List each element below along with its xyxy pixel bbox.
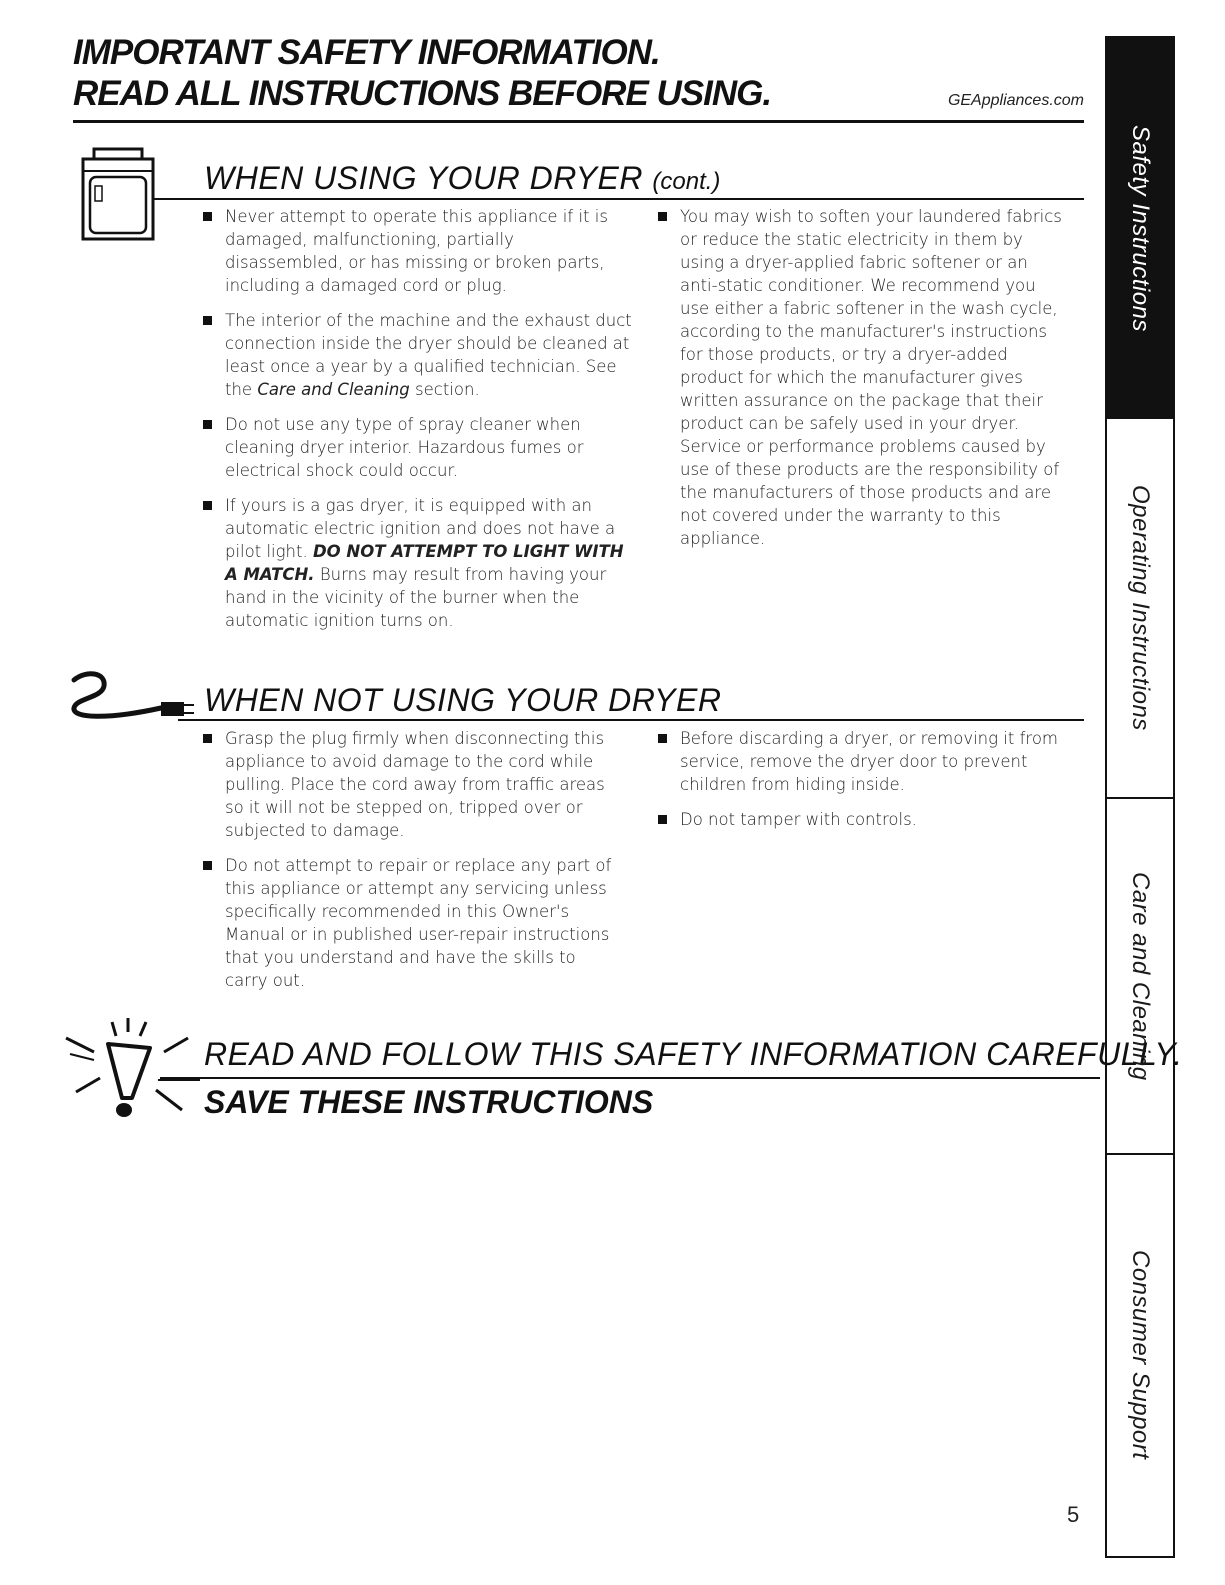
- bullet-square-icon: [203, 734, 212, 743]
- save-instructions-message: SAVE THESE INSTRUCTIONS: [204, 1084, 654, 1120]
- bullet-list-using-left: [203, 205, 633, 644]
- page-title-line-1: IMPORTANT SAFETY INFORMATION.: [73, 33, 660, 72]
- section-heading-cont: (cont.): [652, 168, 721, 195]
- bullet-square-icon: [658, 815, 667, 824]
- list-item: [203, 727, 623, 842]
- read-follow-message: READ AND FOLLOW THIS SAFETY INFORMATION CAREFULLY.: [204, 1036, 1183, 1072]
- bullet-square-icon: [203, 501, 212, 510]
- tab-label: Safety Instructions: [1127, 125, 1154, 332]
- section-heading-using-text: WHEN USING YOUR DRYER: [204, 160, 643, 196]
- bullet-list-using-right: [658, 205, 1068, 562]
- warning-light-bulb-icon: [60, 1014, 200, 1124]
- page-title: [73, 32, 771, 114]
- list-item: [203, 205, 633, 297]
- match-warning: DO NOT ATTEMPT TO LIGHT WITH A MATCH.: [225, 542, 624, 584]
- list-item: [203, 854, 623, 992]
- list-item-text: Never attempt to operate this appliance if it is damaged, malfunctioning, partially disassembled, or has missing or broken parts, including a damaged cord or plug.: [225, 207, 608, 295]
- list-item-text: Do not use any type of spray cleaner when cleaning dryer interior. Hazardous fumes or electrical shock could occur.: [225, 415, 584, 480]
- list-item: [658, 808, 1078, 831]
- list-item: [658, 205, 1068, 550]
- section-rule-using: [154, 198, 1084, 200]
- section-heading-not-using: WHEN NOT USING YOUR DRYER: [204, 682, 722, 718]
- website-label: GEAppliances.com: [947, 92, 1084, 109]
- list-item-text-end: section.: [409, 380, 480, 399]
- list-item-text: If yours is a gas dryer, it is equipped with an automatic electric ignition and does not have a pilot light.: [225, 496, 616, 561]
- list-item-text: Grasp the plug firmly when disconnecting this appliance to avoid damage to the cord while pulling. Place the cord away from traffic areas so it will not be stepped on, tripped over or subjected to damage.: [225, 729, 605, 840]
- list-item-text-end: Burns may result from having your hand in the vicinity of the burner when the automatic ignition turns on.: [225, 565, 607, 630]
- bullet-square-icon: [203, 212, 212, 221]
- header-rule: [73, 120, 1084, 123]
- tab-label: Care and Cleaning: [1127, 871, 1154, 1081]
- tab-label: Consumer Support: [1127, 1250, 1154, 1460]
- section-rule-not-using: [178, 719, 1084, 721]
- bullet-square-icon: [658, 212, 667, 221]
- bullet-list-not-using-left: [203, 727, 623, 1004]
- tab-care-and-cleaning[interactable]: [1107, 799, 1173, 1153]
- page-number: 5: [1067, 1502, 1080, 1527]
- list-item-text: Do not attempt to repair or replace any part of this appliance or attempt any servicing unless specifically recommended in this Owner's Manual or in published user-repair instructions that you understand and have the skills to carry out.: [225, 856, 612, 990]
- bullet-square-icon: [203, 420, 212, 429]
- list-item-text: Before discarding a dryer, or removing it from service, remove the dryer door to prevent children from hiding inside.: [680, 729, 1058, 794]
- bullet-square-icon: [203, 861, 212, 870]
- tab-operating-instructions[interactable]: [1107, 419, 1173, 797]
- tab-label: Operating Instructions: [1127, 485, 1154, 731]
- bullet-square-icon: [203, 316, 212, 325]
- care-cleaning-reference: Care and Cleaning: [257, 380, 410, 399]
- bullet-list-not-using-right: [658, 727, 1078, 843]
- message-rule: [160, 1077, 1100, 1079]
- list-item: [203, 413, 633, 482]
- plug-cord-icon: [66, 668, 196, 730]
- list-item-text: The interior of the machine and the exhaust duct connection inside the dryer should be cleaned at least once a year by a qualified technician. See the: [225, 311, 632, 399]
- list-item: [203, 494, 633, 632]
- list-item-text: Do not tamper with controls.: [680, 810, 917, 829]
- list-item-text: You may wish to soften your laundered fabrics or reduce the static electricity in them by using a dryer-applied fabric softener or an anti-static conditioner. We recommend you use either a fabric softener in the wash cycle, according to the manufacturer's instructions for those products, or try a dryer-added product for which the manufacturer gives written assurance on the package that their product can be safely used in your dryer. Service or performance problems caused by use of these products are the responsibility of the manufacturers of those products and are not covered under the warranty to this appliance.: [680, 207, 1062, 548]
- bullet-square-icon: [658, 734, 667, 743]
- section-heading-using: [204, 160, 720, 200]
- list-item: [658, 727, 1078, 796]
- dryer-icon: [80, 146, 156, 242]
- page-title-line-2: READ ALL INSTRUCTIONS BEFORE USING.: [73, 74, 772, 113]
- list-item: [203, 309, 633, 401]
- tab-safety-instructions[interactable]: [1107, 38, 1173, 419]
- tab-consumer-support[interactable]: [1107, 1155, 1173, 1555]
